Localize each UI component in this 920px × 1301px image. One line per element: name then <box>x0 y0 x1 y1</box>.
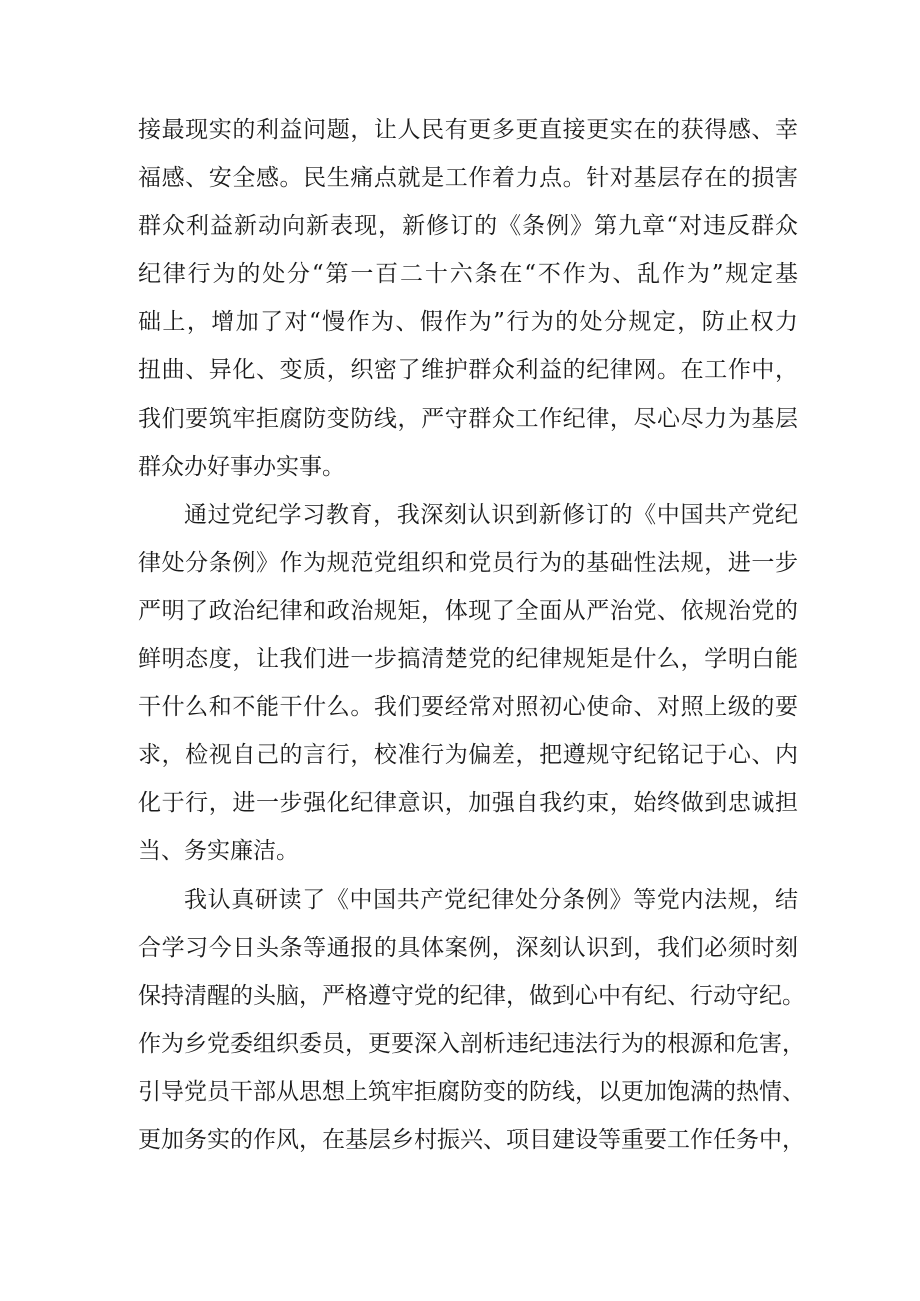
text-line: 保持清醒的头脑，严格遵守党的纪律，做到心中有纪、行动守纪。 <box>138 982 805 1009</box>
text-line: 础上，增加了对“慢作为、假作为”行为的处分规定，防止权力 <box>138 309 798 336</box>
text-line: 更加务实的作风，在基层乡村振兴、项目建设等重要工作任务中， <box>138 1126 805 1153</box>
text-line: 引导党员干部从思想上筑牢拒腐防变的防线，以更加饱满的热情、 <box>138 1078 805 1105</box>
text-line: 鲜明态度，让我们进一步搞清楚党的纪律规矩是什么，学明白能 <box>138 646 798 673</box>
document-body <box>138 106 805 1164</box>
text-line: 群众利益新动向新表现，新修订的《条例》第九章“对违反群众 <box>138 213 798 240</box>
text-line: 合学习今日头条等通报的具体案例，深刻认识到，我们必须时刻 <box>138 934 798 961</box>
text-line: 当、务实廉洁。 <box>138 838 299 865</box>
text-line: 我认真研读了《中国共产党纪律处分条例》等党内法规，结 <box>184 886 798 913</box>
text-line: 作为乡党委组织委员，更要深入剖析违纪违法行为的根源和危害， <box>138 1030 805 1057</box>
text-line: 扭曲、异化、变质，织密了维护群众利益的纪律网。在工作中， <box>138 357 798 384</box>
text-line: 接最现实的利益问题，让人民有更多更直接更实在的获得感、幸 <box>138 117 798 143</box>
text-line: 律处分条例》作为规范党组织和党员行为的基础性法规，进一步 <box>138 549 798 576</box>
text-line: 严明了政治纪律和政治规矩，体现了全面从严治党、依规治党的 <box>138 597 798 624</box>
text-line: 纪律行为的处分“第一百二十六条在“不作为、乱作为”规定基 <box>138 261 798 288</box>
text-line: 干什么和不能干什么。我们要经常对照初心使命、对照上级的要 <box>138 694 798 721</box>
text-line: 化于行，进一步强化纪律意识，加强自我约束，始终做到忠诚担 <box>138 790 798 817</box>
text-line: 通过党纪学习教育，我深刻认识到新修订的《中国共产党纪 <box>184 501 798 528</box>
text-line: 求，检视自己的言行，校准行为偏差，把遵规守纪铭记于心、内 <box>138 742 798 769</box>
text-line: 我们要筑牢拒腐防变防线，严守群众工作纪律，尽心尽力为基层 <box>138 405 798 432</box>
text-line: 福感、安全感。民生痛点就是工作着力点。针对基层存在的损害 <box>138 165 798 192</box>
text-line: 群众办好事办实事。 <box>138 453 345 480</box>
